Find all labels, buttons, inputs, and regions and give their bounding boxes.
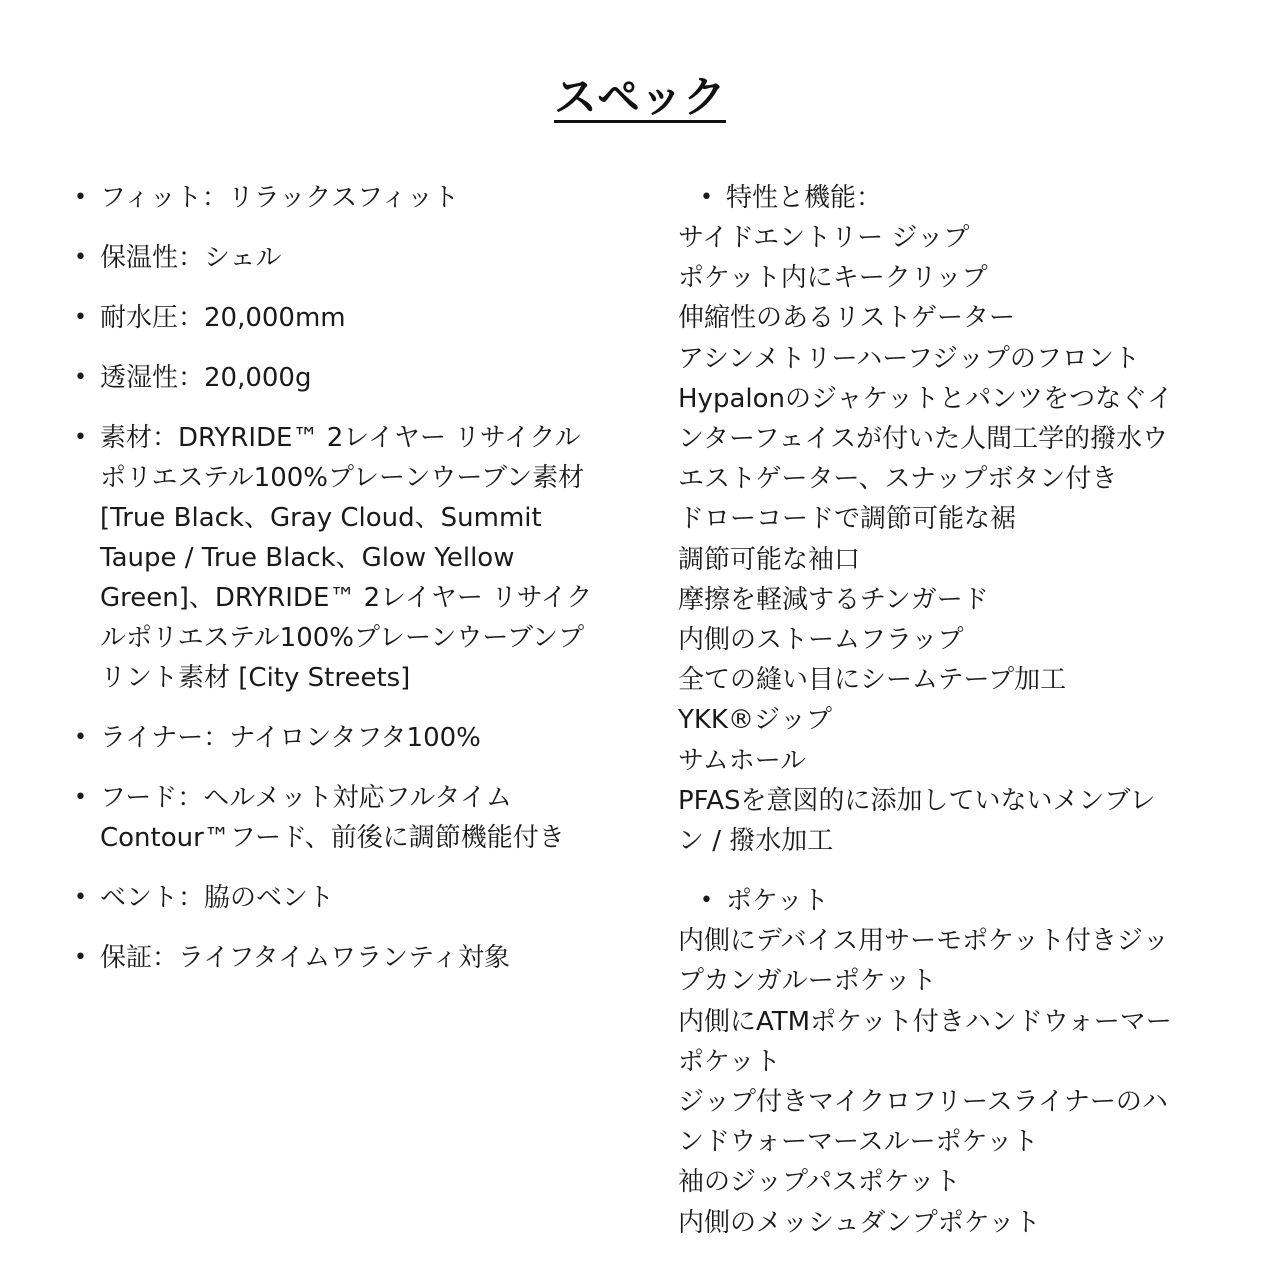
features-column	[678, 178, 1258, 1243]
features-heading	[678, 178, 1258, 218]
spec-text: ライナー：ナイロンタフタ100%	[100, 723, 481, 753]
page-title: スペック	[554, 73, 726, 123]
bullet-icon: •	[74, 885, 87, 910]
bullet-icon: •	[74, 185, 87, 210]
feature-line: アシンメトリーハーフジップのフロント	[678, 343, 1140, 374]
feature-line: Hypalonのジャケットとパンツをつなぐイ	[678, 383, 1174, 414]
spec-text: 耐水圧：20,000mm	[100, 303, 346, 333]
feature-line: ドローコードで調節可能な裾	[678, 504, 1017, 535]
pocket-line: プカンガルーポケット	[678, 966, 937, 997]
feature-line: サムホール	[678, 745, 807, 776]
section-gap	[678, 861, 1258, 881]
feature-line: ン / 撥水加工	[678, 826, 834, 857]
spec-text: フード：ヘルメット対応フルタイムContour™フード、前後に調節機能付き	[100, 783, 565, 853]
spec-text: 素材：DRYRIDE™ 2レイヤー リサイクルポリエステル100%プレーンウーブン素材 [True Black、Gray Cloud、Summit Taupe / True Black、Glow Yellow Green]、DRYRIDE™ 2レイヤー リサイクルポリエステル100%プレーンウーブンプリント素材 [City Streets]	[100, 423, 593, 693]
bullet-icon: •	[74, 365, 87, 390]
feature-line: 全ての縫い目にシームテープ加工	[678, 665, 1067, 696]
pocket-line: 内側にATMポケット付きハンドウォーマー	[678, 1006, 1172, 1037]
pocket-line: ポケット	[678, 1046, 781, 1077]
feature-line: 内側のストームフラップ	[678, 625, 964, 656]
spec-item-vents	[74, 878, 604, 918]
spec-text: 透湿性：20,000g	[100, 363, 312, 393]
pocket-line: 内側にデバイス用サーモポケット付きジッ	[678, 926, 1169, 957]
bullet-icon: •	[700, 185, 713, 210]
feature-line: エストゲーター、スナップボタン付き	[678, 464, 1118, 495]
pockets-list	[678, 921, 1258, 1243]
feature-line: サイドエントリー ジップ	[678, 223, 970, 253]
pocket-line: 袖のジップパスポケット	[678, 1167, 961, 1198]
bullet-icon: •	[74, 245, 87, 270]
features-list	[678, 218, 1258, 861]
bullet-icon: •	[74, 305, 87, 330]
feature-line: YKK®ジップ	[678, 705, 832, 736]
features-heading-text: 特性と機能：	[726, 183, 883, 213]
pockets-heading-text: ポケット	[726, 886, 829, 917]
pocket-line: ジップ付きマイクロフリースライナーのハ	[678, 1087, 1168, 1118]
spec-item-liner	[74, 718, 604, 758]
spec-item-waterproof	[74, 298, 604, 338]
feature-line: 伸縮性のあるリストゲーター	[678, 303, 1015, 334]
spec-item-hood	[74, 778, 604, 858]
pocket-line: ンドウォーマースルーポケット	[678, 1127, 1039, 1158]
bullet-icon: •	[74, 785, 87, 810]
bullet-icon: •	[74, 425, 87, 450]
feature-line: 摩擦を軽減するチンガード	[678, 584, 989, 615]
pocket-line: 内側のメッシュダンプポケット	[678, 1207, 1041, 1238]
bullet-icon: •	[74, 945, 87, 970]
feature-line: ンターフェイスが付いた人間工学的撥水ウ	[678, 424, 1169, 455]
spec-item-warranty	[74, 938, 604, 978]
spec-item-insulation	[74, 238, 604, 278]
spec-text: 保証：ライフタイムワランティ対象	[100, 943, 511, 973]
pockets-heading	[678, 881, 1258, 921]
spec-item-fit	[74, 178, 604, 218]
feature-line: 調節可能な袖口	[678, 544, 861, 575]
bullet-icon: •	[74, 725, 87, 750]
spec-text: フィット：リラックスフィット	[100, 183, 460, 213]
spec-text: 保温性：シェル	[100, 243, 282, 273]
spec-item-material	[74, 418, 604, 698]
bullet-icon: •	[700, 888, 713, 914]
spec-list	[74, 178, 604, 998]
spec-text: ベント：脇のベント	[100, 883, 335, 913]
feature-line: ポケット内にキークリップ	[678, 263, 988, 294]
spec-item-breathability	[74, 358, 604, 398]
feature-line: PFASを意図的に添加していないメンブレ	[678, 785, 1156, 816]
